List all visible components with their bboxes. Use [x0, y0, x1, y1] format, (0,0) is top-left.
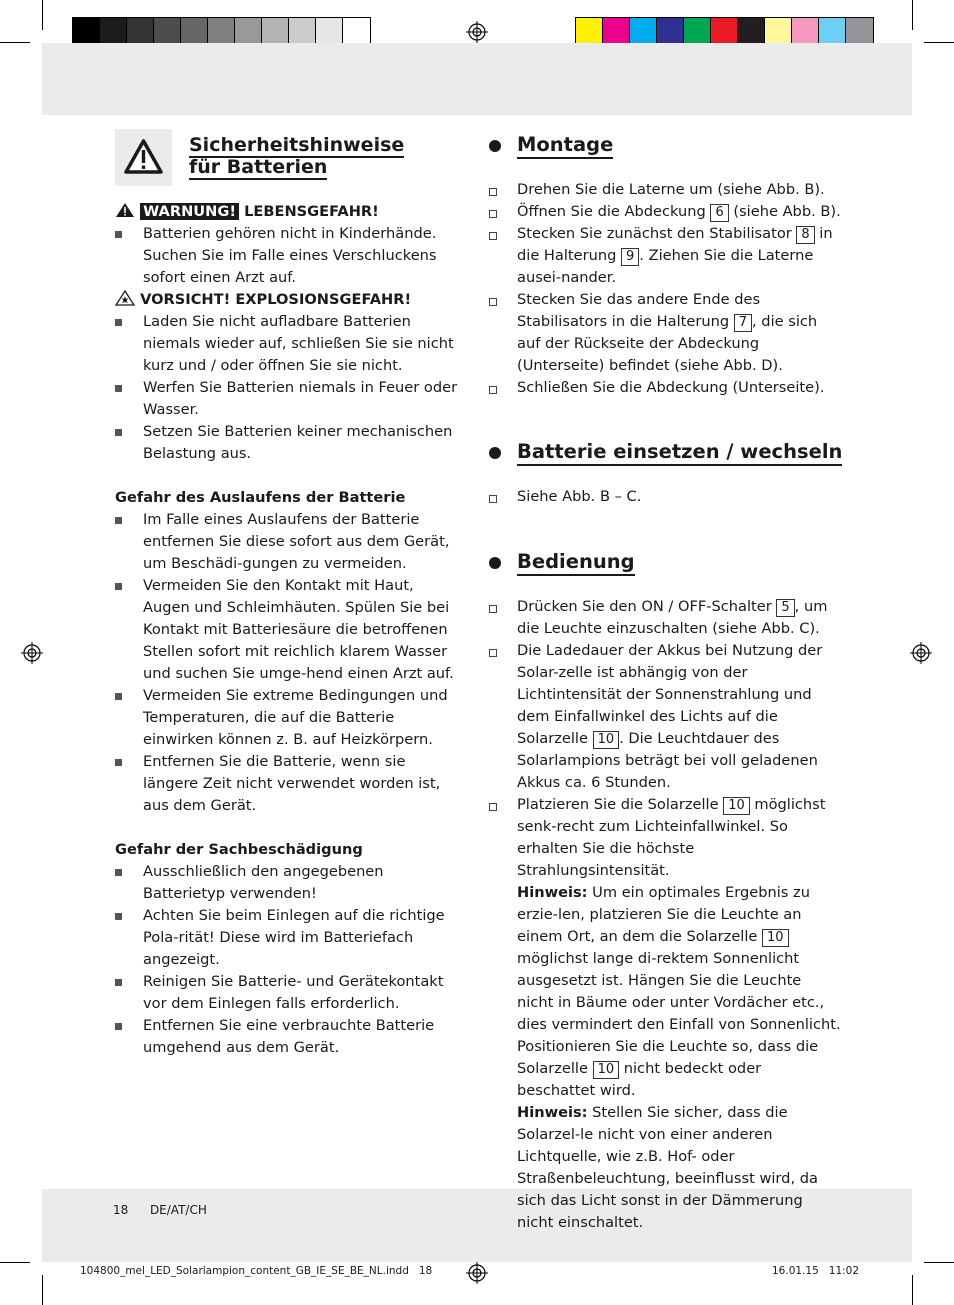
- header-band: [42, 43, 912, 115]
- section-title-montage: [489, 133, 613, 159]
- bullet-dot-icon: [489, 447, 501, 459]
- list-item: Öffnen Sie die Abdeckung 6 (siehe Abb. B).: [489, 201, 841, 223]
- part-number-label: 9: [621, 248, 639, 266]
- part-number-label: 10: [762, 929, 789, 947]
- list-item-text: Entfernen Sie eine verbrauchte Batterie umgehend aus dem Gerät.: [143, 1017, 435, 1056]
- warning-line: [115, 201, 465, 223]
- list-item: Siehe Abb. B – C.: [489, 486, 841, 508]
- hint-paragraph: Hinweis: Stellen Sie sicher, dass die Solarzel-le nicht von einer anderen Lichtquelle, wie z.B. Hof- oder Straßenbeleuchtung, beeinflusst wird, da sich das Licht sonst in der Dämmerung nicht einschaltet.: [517, 1104, 818, 1231]
- list-item-text: Batterien gehören nicht in Kinderhände. Suchen Sie im Falle eines Verschluckens sofort einen Arzt auf.: [143, 225, 437, 286]
- list-item: Platzieren Sie die Solarzelle 10 möglichst senk-recht zum Lichteinfallwinkel. So erhalten Sie die höchste Strahlungsintensität. Hinweis: Um ein optimales Ergebnis zu erzie-len, platzieren Sie die Leuchte an einem Ort, an dem die Solarzelle 10 möglichst lange di-rektem Sonnenlicht ausgesetzt ist. Hängen Sie die Leuchte nicht in Bäume oder unter Vordächer etc., dies vermindert den Einfall von Sonnenlicht. Positionieren Sie die Leuchte so, dass die Solarzelle 10 nicht bedeckt oder beschattet wird. Hinweis: Stellen Sie sicher, dass die Solarzel-le nicht von einer anderen Lichtquelle, wie z.B. Hof- oder Straßenbeleuchtung, beeinflusst wird, da sich das Licht sonst in der Dämmerung nicht einschaltet.: [489, 794, 841, 1234]
- list-item-text: Entfernen Sie die Batterie, wenn sie längere Zeit nicht verwendet worden ist, aus dem Gerät.: [143, 753, 441, 814]
- file-name: 104800_mel_LED_Solarlampion_content_GB_IE_SE_BE_NL.indd 18: [80, 1265, 433, 1277]
- crop-mark: [0, 1262, 30, 1263]
- caution-text: VORSICHT! EXPLOSIONSGEFAHR!: [140, 291, 412, 308]
- list-item: [115, 751, 465, 817]
- locale-label: DE/AT/CH: [149, 1203, 207, 1217]
- list-item: [115, 575, 465, 685]
- square-bullet-icon: [115, 693, 122, 700]
- crop-mark: [924, 1262, 954, 1263]
- crop-mark: [924, 42, 954, 43]
- list-item: Die Ladedauer der Akkus bei Nutzung der Solar-zelle ist abhängig von der Lichtintensität der Sonnenstrahlung und dem Einfallwinkel des Lichts auf die Solarzelle 10 . Die Leuchtdauer des Solarlampions beträgt bei voll geladenen Akkus ca. 6 Stunden.: [489, 640, 841, 794]
- list-item: [115, 685, 465, 751]
- bullet-dot-icon: [489, 140, 501, 152]
- page-footer: [113, 1203, 207, 1217]
- list-item: [115, 509, 465, 575]
- section-title-battery: [489, 440, 842, 466]
- square-bullet-icon: [115, 913, 122, 920]
- registration-mark-icon: [910, 642, 932, 664]
- damage-heading: Gefahr der Sachbeschädigung: [115, 841, 363, 858]
- list-item-text: Ausschließlich den angegebenen Batterietyp verwenden!: [143, 863, 384, 902]
- registration-mark-icon: [466, 21, 488, 43]
- list-item: [115, 223, 465, 289]
- square-bullet-icon: [115, 583, 122, 590]
- list-item: Stecken Sie zunächst den Stabilisator 8 in die Halterung 9 . Ziehen Sie die Laterne ausei-nander.: [489, 223, 841, 289]
- list-item: Drehen Sie die Laterne um (siehe Abb. B).: [489, 179, 841, 201]
- square-bullet-icon: [115, 231, 122, 238]
- crop-mark: [912, 0, 913, 30]
- list-item: Schließen Sie die Abdeckung (Unterseite).: [489, 377, 841, 399]
- left-column: [115, 201, 465, 1059]
- square-bullet-icon: [115, 869, 122, 876]
- bullet-dot-icon: [489, 557, 501, 569]
- warning-sign-box: [115, 129, 172, 186]
- heading-text: Batterie einsetzen / wechseln: [517, 440, 842, 466]
- list-item-text: Laden Sie nicht aufladbare Batterien niemals wieder auf, schließen Sie sie nicht kurz und / oder öffnen Sie sie nicht.: [143, 313, 454, 374]
- list-item: [115, 861, 465, 905]
- list-item-text: Achten Sie beim Einlegen auf die richtige Pola-rität! Diese wird im Batteriefach angezeigt.: [143, 907, 445, 968]
- list-item-text: Werfen Sie Batterien niemals in Feuer oder Wasser.: [143, 379, 458, 418]
- crop-mark: [912, 1275, 913, 1305]
- list-item-text: Reinigen Sie Batterie- und Gerätekontakt vor dem Einlegen falls erforderlich.: [143, 973, 444, 1012]
- crop-mark: [42, 0, 43, 30]
- part-number-label: 6: [710, 204, 728, 222]
- list-item-text: Setzen Sie Batterien keiner mechanischen Belastung aus.: [143, 423, 453, 462]
- part-number-label: 8: [796, 226, 814, 244]
- heading-text: Montage: [517, 133, 613, 159]
- heading-text: Bedienung: [517, 550, 635, 576]
- list-item-text: Vermeiden Sie den Kontakt mit Haut, Augen und Schleimhäuten. Spülen Sie bei Kontakt mit Batteriesäure die betroffenen Stellen sofort mit reichlich klarem Wasser und suchen Sie umge-hend einen Arzt auf.: [143, 577, 454, 682]
- list-item: [115, 421, 465, 465]
- list-item: [115, 377, 465, 421]
- list-item-text: Im Falle eines Auslaufens der Batterie entfernen Sie diese sofort aus dem Gerät, um Beschädi-gungen zu vermeiden.: [143, 511, 450, 572]
- square-bullet-icon: [115, 1023, 122, 1030]
- registration-mark-icon: [466, 1262, 488, 1284]
- montage-list: [489, 179, 841, 399]
- square-bullet-icon: [115, 429, 122, 436]
- part-number-label: 7: [734, 314, 752, 332]
- warning-triangle-icon: [115, 202, 135, 218]
- list-item: [115, 905, 465, 971]
- leak-heading: Gefahr des Auslaufens der Batterie: [115, 489, 406, 506]
- part-number-label: 10: [723, 797, 750, 815]
- list-item: Drücken Sie den ON / OFF-Schalter 5 , um die Leuchte einzuschalten (siehe Abb. C).: [489, 596, 841, 640]
- title-line: für Batterien: [189, 156, 328, 178]
- section-title-battery-safety: [189, 134, 404, 178]
- explosion-hazard-icon: [115, 290, 135, 306]
- square-bullet-icon: [115, 319, 122, 326]
- square-bullet-icon: [115, 385, 122, 392]
- list-item: [115, 1015, 465, 1059]
- crop-mark: [0, 42, 30, 43]
- list-item: [115, 311, 465, 377]
- crop-mark: [42, 1275, 43, 1305]
- list-item-text: Vermeiden Sie extreme Bedingungen und Temperaturen, die auf die Batterie einwirken können z. B. auf Heizkörpern.: [143, 687, 448, 748]
- warning-text: LEBENSGEFAHR!: [244, 203, 379, 220]
- part-number-label: 5: [776, 599, 794, 617]
- warning-badge: WARNUNG!: [140, 203, 239, 220]
- list-item: Stecken Sie das andere Ende des Stabilisators in die Halterung 7 , die sich auf der Rückseite der Abdeckung (Unterseite) befindet (siehe Abb. D).: [489, 289, 841, 377]
- caution-line: [115, 289, 465, 311]
- warning-triangle-icon: [115, 129, 172, 186]
- square-bullet-icon: [115, 517, 122, 524]
- page-number: 18: [113, 1203, 129, 1217]
- square-bullet-icon: [115, 979, 122, 986]
- part-number-label: 10: [593, 731, 620, 749]
- operation-list: [489, 596, 841, 1234]
- title-line: Sicherheitshinweise: [189, 134, 405, 156]
- date-time: 16.01.15 11:02: [772, 1265, 860, 1277]
- section-title-operation: [489, 550, 635, 576]
- registration-mark-icon: [21, 642, 43, 664]
- part-number-label: 10: [593, 1061, 620, 1079]
- list-item: [115, 971, 465, 1015]
- battery-list: [489, 486, 841, 508]
- hint-paragraph: Hinweis: Um ein optimales Ergebnis zu erzie-len, platzieren Sie die Leuchte an einem Ort, an dem die Solarzelle 10 möglichst lange di-rektem Sonnenlicht ausgesetzt ist. Hängen Sie die Leuchte nicht in Bäume oder unter Vordächer etc., dies vermindert den Einfall von Sonnenlicht. Positionieren Sie die Leuchte so, dass die Solarzelle 10 nicht bedeckt oder beschattet wird.: [517, 884, 841, 1099]
- square-bullet-icon: [115, 759, 122, 766]
